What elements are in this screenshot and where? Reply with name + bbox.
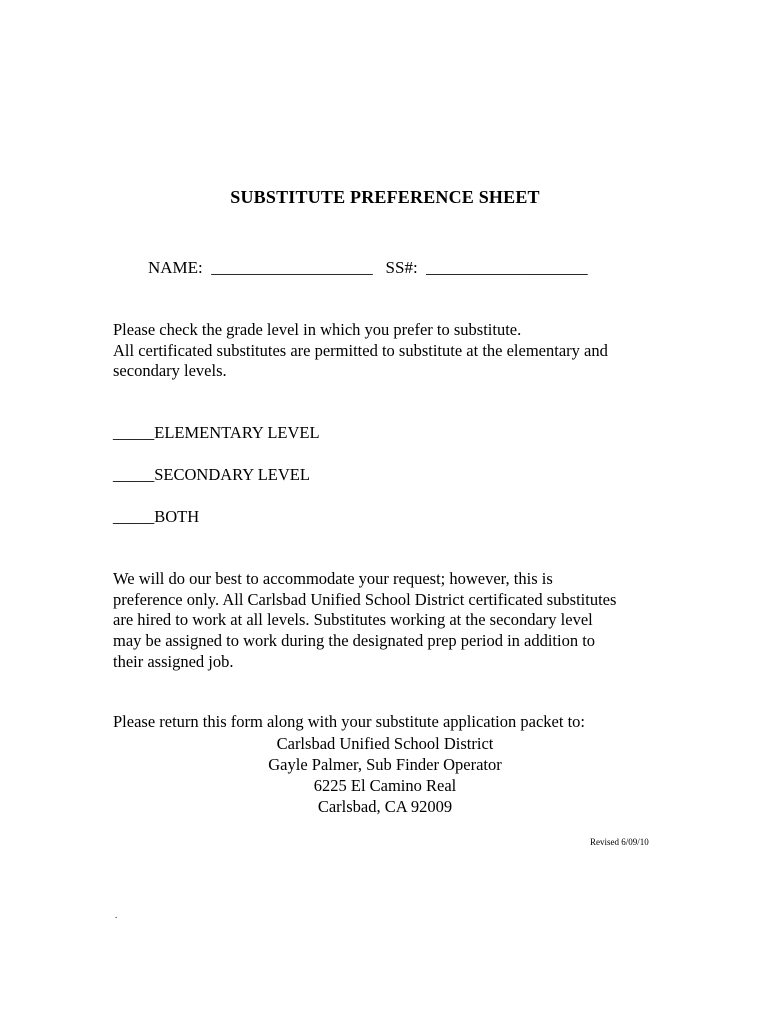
- policy-line: may be assigned to work during the designated prep period in addition to: [113, 631, 596, 651]
- mailing-address: [0, 733, 770, 817]
- address-line: 6225 El Camino Real: [313, 776, 457, 795]
- option-both[interactable]: [113, 507, 199, 527]
- option-blank[interactable]: _____: [113, 423, 155, 442]
- option-blank[interactable]: _____: [113, 507, 155, 526]
- return-instructions: Please return this form along with your substitute application packet to:: [113, 712, 585, 731]
- option-secondary[interactable]: [113, 465, 310, 485]
- name-label: NAME:: [148, 258, 203, 277]
- address-line: Carlsbad Unified School District: [276, 734, 494, 753]
- option-label: SECONDARY LEVEL: [154, 465, 310, 484]
- option-elementary[interactable]: [113, 423, 320, 443]
- policy-line: We will do our best to accommodate your request; however, this is: [113, 569, 553, 588]
- ss-label: SS#:: [385, 258, 418, 277]
- policy-line: are hired to work at all levels. Substitutes working at the secondary level: [113, 610, 593, 630]
- instruction-line: secondary levels.: [113, 361, 227, 381]
- instruction-line: All certificated substitutes are permitted to substitute at the elementary and: [113, 340, 608, 360]
- option-blank[interactable]: _____: [113, 465, 155, 484]
- instruction-line: Please check the grade level in which you prefer to substitute.: [113, 320, 522, 339]
- instructions-paragraph: [113, 320, 673, 382]
- page-title: SUBSTITUTE PREFERENCE SHEET: [230, 187, 540, 207]
- footer-mark: .: [115, 910, 118, 920]
- name-blank[interactable]: ___________________: [211, 258, 373, 277]
- revision-date: Revised 6/09/10: [590, 837, 649, 847]
- address-line: Carlsbad, CA 92009: [317, 797, 453, 816]
- ss-blank[interactable]: ___________________: [426, 258, 588, 277]
- policy-line: preference only. All Carlsbad Unified School District certificated substitutes: [113, 589, 617, 609]
- name-ss-row: [148, 258, 588, 278]
- option-label: BOTH: [154, 507, 200, 526]
- policy-line: their assigned job.: [113, 651, 234, 671]
- policy-paragraph: [113, 569, 653, 673]
- option-label: ELEMENTARY LEVEL: [154, 423, 320, 442]
- address-line: Gayle Palmer, Sub Finder Operator: [268, 755, 502, 774]
